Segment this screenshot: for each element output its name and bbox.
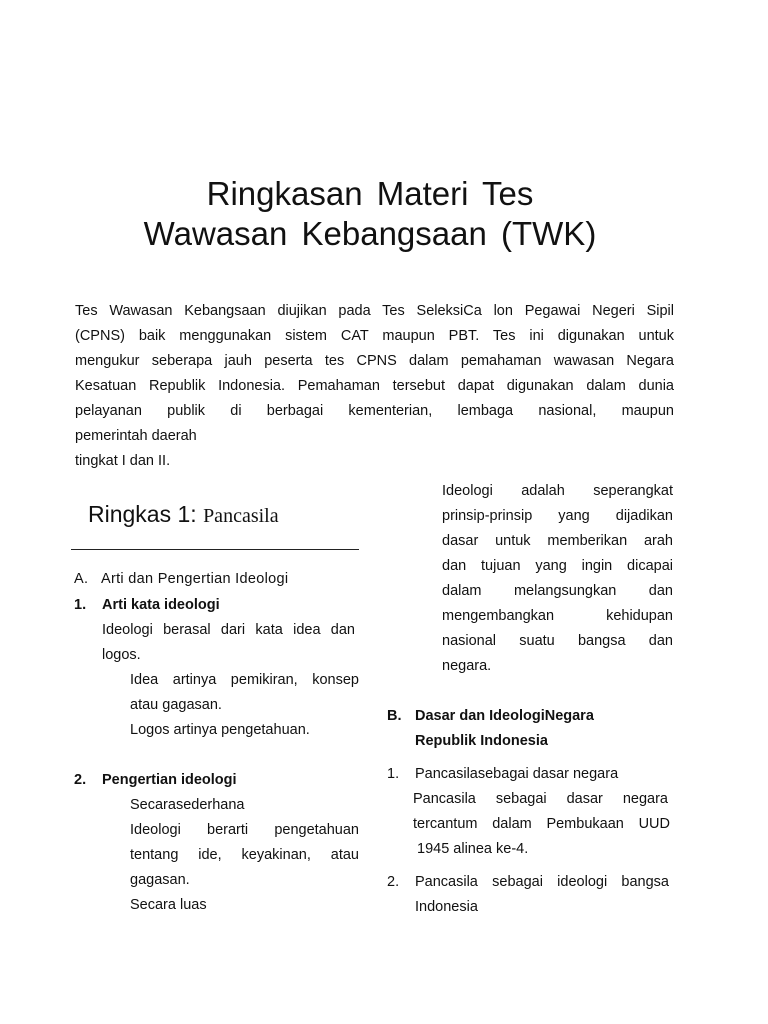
item-a2-sub-line: tentang ide, keyakinan, atau [130,847,359,863]
item-a1-text-line: logos. [102,647,141,663]
document-title-line-1: Ringkasan Materi Tes [206,175,534,212]
item-b1-text-line: Pancasila sebagai dasar negara [413,791,668,807]
section-b-heading-line-1: Dasar dan IdeologiNegara [415,708,594,724]
ringkas-label: Ringkas 1: [88,501,197,527]
intro-line: Tes Wawasan Kebangsaan diujikan pada Tes SeleksiCa lon Pegawai Negeri Sipil [75,303,674,319]
definition-line: prinsip-prinsip yang dijadikan [442,508,673,524]
item-a2-sub-title: Secara luas [130,897,207,913]
item-b1-text-line: 1945 alinea ke-4. [417,841,529,857]
item-a1-title: Arti kata ideologi [102,597,220,613]
section-a-marker: A. [74,571,89,587]
section-b-heading-line-2: Republik Indonesia [415,733,548,749]
item-a1-text-line: Ideologi berasal dari kata idea dan [102,622,355,638]
ringkas-heading [88,499,279,531]
definition-line: dan tujuan yang ingin dicapai [442,558,673,574]
item-b1-text-line: tercantum dalam Pembukaan UUD [413,816,670,832]
intro-line: pemerintah daerah [75,428,197,444]
item-b1-title: Pancasilasebagai dasar negara [415,766,619,782]
definition-line: dalam melangsungkan dan [442,583,673,599]
definition-line: Ideologi adalah seperangkat [442,483,673,499]
intro-line: (CPNS) baik menggunakan sistem CAT maupun PBT. Tes ini digunakan untuk [75,328,674,344]
document-title-line-2: Wawasan Kebangsaan (TWK) [143,215,597,252]
heading-divider [71,549,359,550]
item-b2-title: Pancasila sebagai ideologi bangsa [415,874,669,890]
intro-line: pelayanan publik di berbagai kementerian, lembaga nasional, maupun [75,403,674,419]
section-b-marker: B. [387,708,402,724]
item-b2-number: 2. [387,874,400,890]
definition-line: nasional suatu bangsa dan [442,633,673,649]
item-a2-sub-line: gagasan. [130,872,190,888]
item-a2-number: 2. [74,772,87,788]
ringkas-topic: Pancasila [203,505,279,527]
intro-line: Kesatuan Republik Indonesia. Pemahaman tersebut dapat digunakan dalam dunia [75,378,674,394]
item-a2-sub-line: Ideologi berarti pengetahuan [130,822,359,838]
definition-line: dasar untuk memberikan arah [442,533,673,549]
item-a1-sub-line: atau gagasan. [130,697,222,713]
item-a1-sub-line: Idea artinya pemikiran, konsep [130,672,359,688]
intro-line: mengukur seberapa jauh peserta tes CPNS dalam pemahaman wawasan Negara [75,353,674,369]
item-a1-number: 1. [74,597,87,613]
definition-line: mengembangkan kehidupan [442,608,673,624]
item-a2-title: Pengertian ideologi [102,772,237,788]
item-b2-text-line: Indonesia [415,899,478,915]
item-b1-number: 1. [387,766,400,782]
item-a1-sub-line: Logos artinya pengetahuan. [130,722,310,738]
section-a-title: Arti dan Pengertian Ideologi [101,571,289,587]
definition-line: negara. [442,658,492,674]
intro-line: tingkat I dan II. [75,453,171,469]
item-a2-sub-title: Secarasederhana [130,797,245,813]
